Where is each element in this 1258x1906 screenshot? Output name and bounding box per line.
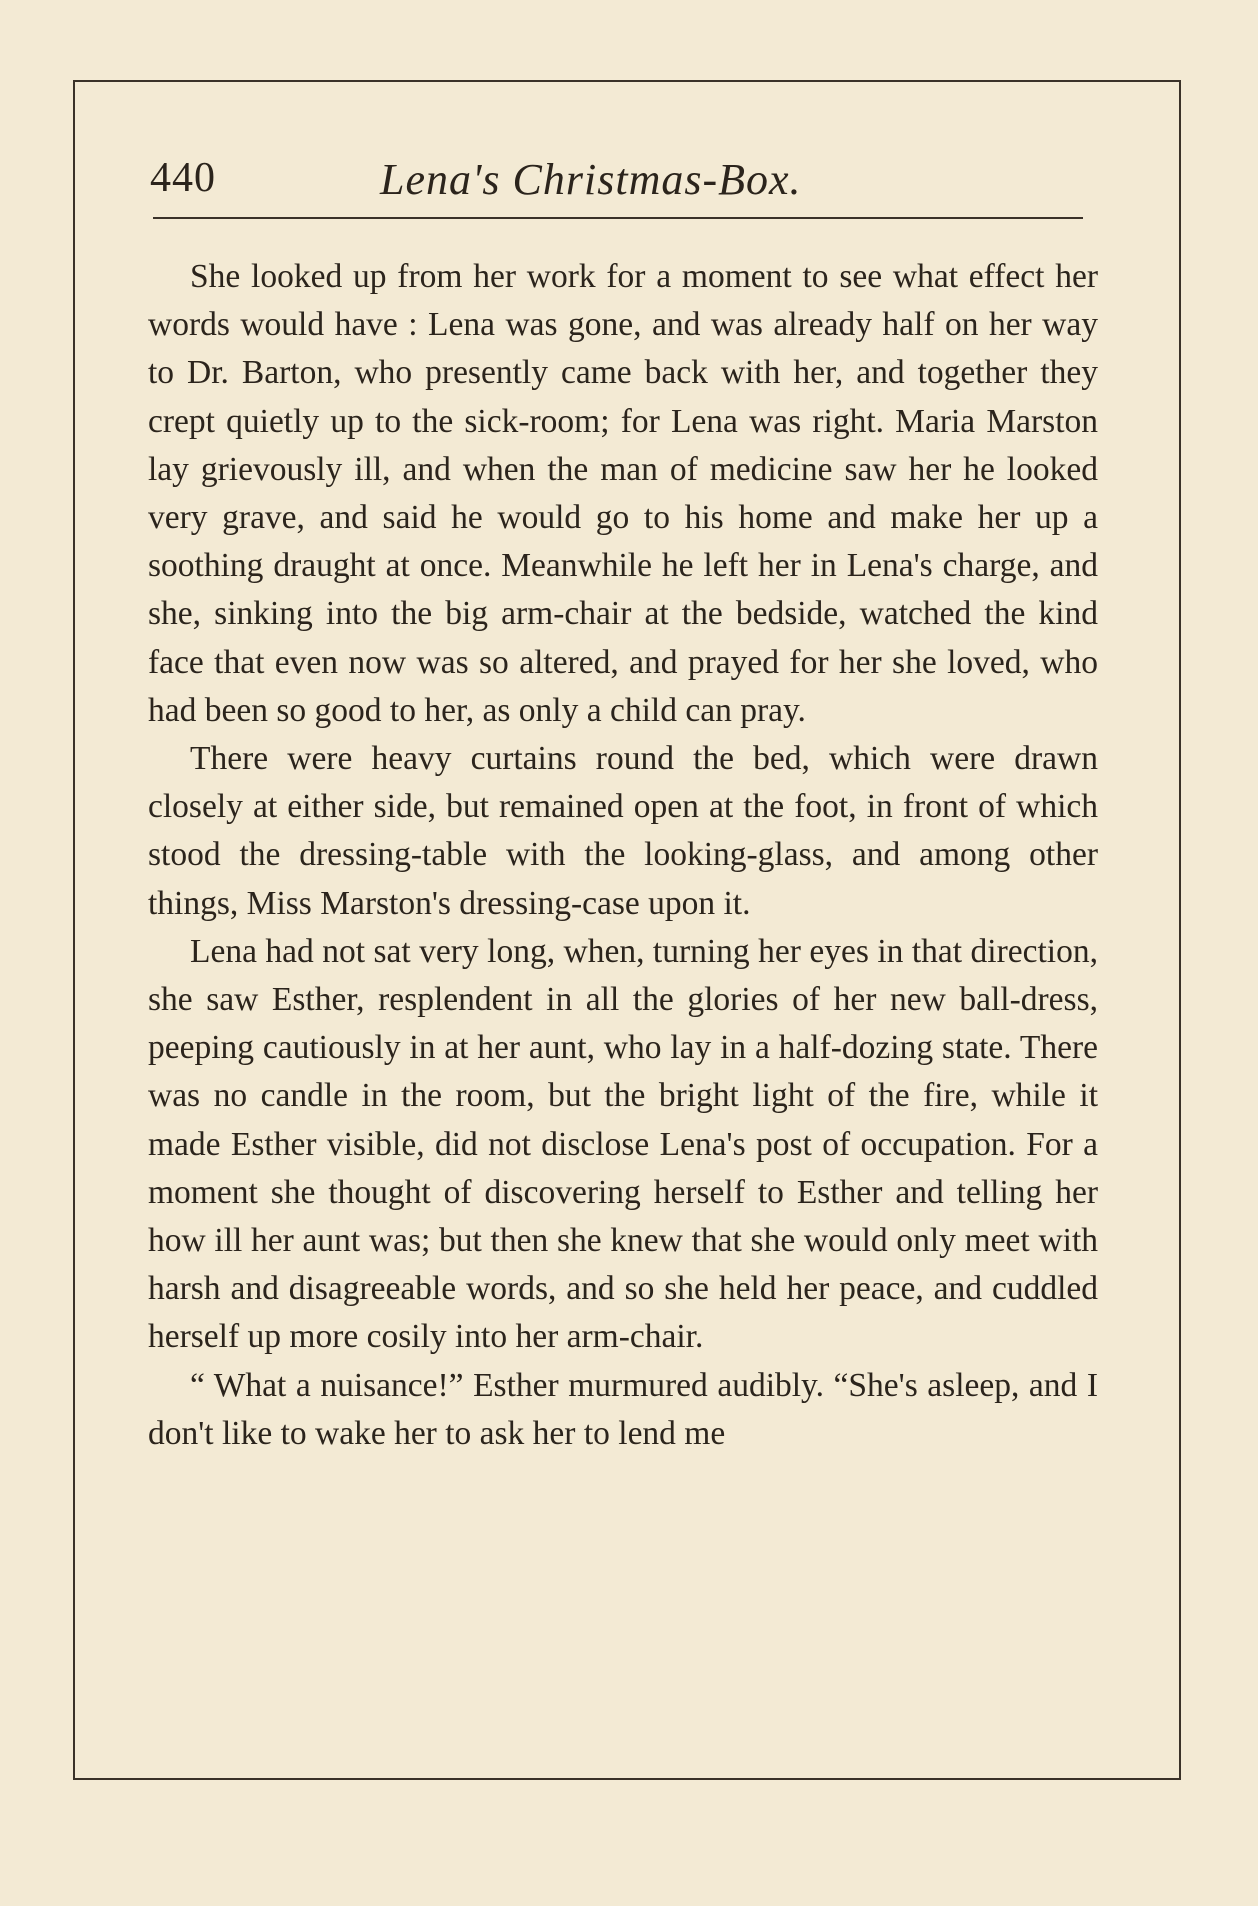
page-number: 440 xyxy=(150,155,216,201)
running-head xyxy=(150,150,1085,214)
paragraph: She looked up from her work for a moment to see what effect her words would have : Lena was gone, and was already half on her way to Dr. Barton, who presently came back with her, and together they crept quietly up to the sick-room; for Lena was right. Maria Marston lay grievously ill, and when the man of medicine saw her he looked very grave, and said he would go to his home and make her up a soothing draught at once. Meanwhile he left her in Lena's charge, and she, sinking into the big arm-chair at the bedside, watched the kind face that even now was so altered, and prayed for her she loved, who had been so good to her, as only a child can pray. xyxy=(148,258,1098,729)
paragraph: Lena had not sat very long, when, turning her eyes in that direction, she saw Esther, resplendent in all the glories of her new ball-dress, peeping cautiously in at her aunt, who lay in a half-dozing state. There was no candle in the room, but the bright light of the fire, while it made Esther visible, did not disclose Lena's post of occupation. For a moment she thought of discovering herself to Esther and telling her how ill her aunt was; but then she knew that she would only meet with harsh and disagreeable words, and so she held her peace, and cuddled herself up more cosily into her arm-chair. xyxy=(148,932,1098,1356)
running-title: Lena's Christmas-Box. xyxy=(380,155,802,204)
body-text xyxy=(148,253,1098,1458)
header-rule xyxy=(153,217,1083,219)
paragraph: There were heavy curtains round the bed, which were drawn closely at either side, but remained open at the foot, in front of which stood the dressing-table with the looking-glass, and among other things, Miss Marston's dressing-case upon it. xyxy=(148,740,1098,922)
paragraph: “ What a nuisance!” Esther murmured audibly. “She's asleep, and I don't like to wake her to ask her to lend me xyxy=(148,1366,1098,1452)
